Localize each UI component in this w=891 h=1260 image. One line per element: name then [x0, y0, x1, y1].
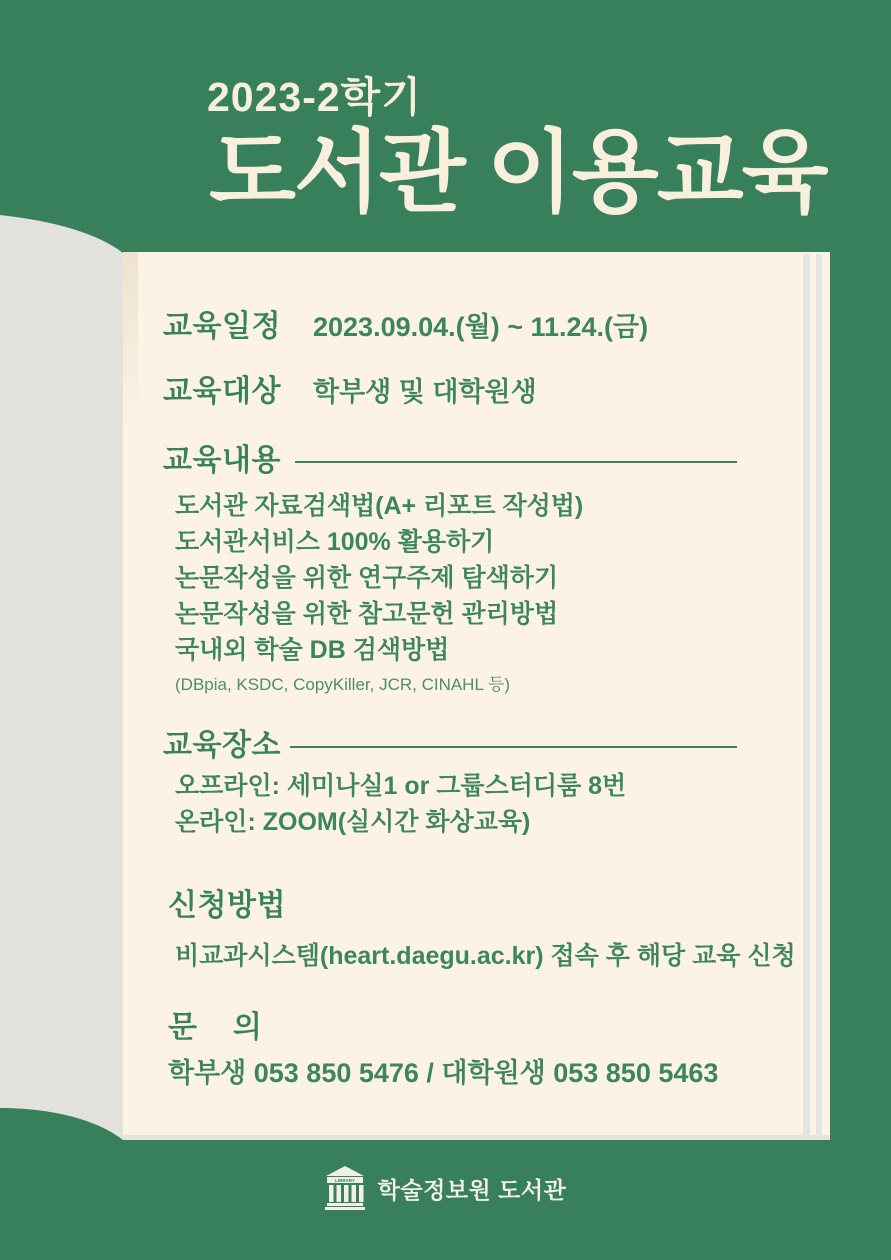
location-item: 오프라인: 세미나실1 or 그룹스터디룸 8번 [175, 772, 627, 800]
content-item: 국내외 학술 DB 검색방법 [175, 636, 450, 664]
footer-brand [0, 1160, 891, 1216]
location-section-label: 교육장소 [163, 729, 281, 762]
content-item: 도서관 자료검색법(A+ 리포트 작성법) [175, 492, 584, 520]
poster-main-title: 도서관 이용교육 [209, 123, 827, 223]
page-stack-stripe [816, 254, 822, 1138]
apply-section-label: 신청방법 [168, 889, 286, 922]
content-page [123, 252, 830, 1140]
location-section-divider [290, 746, 737, 748]
schedule-label: 교육일정 [163, 310, 281, 343]
content-section-label: 교육내용 [163, 444, 281, 477]
content-item: 논문작성을 위한 참고문헌 관리방법 [175, 600, 559, 628]
content-item: 도서관서비스 100% 활용하기 [175, 528, 495, 556]
location-item: 온라인: ZOOM(실시간 화상교육) [175, 808, 531, 836]
inquiry-section-label: 문 의 [168, 1011, 263, 1044]
apply-method-value: 비교과시스템(heart.daegu.ac.kr) 접속 후 해당 교육 신청 [175, 942, 796, 970]
page-stack-stripe [803, 254, 810, 1138]
audience-value: 학부생 및 대학원생 [313, 377, 537, 407]
location-item-list [175, 768, 626, 840]
content-item-list [175, 488, 583, 668]
audience-label: 교육대상 [163, 375, 281, 408]
inquiry-phone-numbers: 학부생 053 850 5476 / 대학원생 053 850 5463 [168, 1058, 719, 1088]
schedule-value: 2023.09.04.(월) ~ 11.24.(금) [313, 312, 649, 342]
library-icon-text: LIBRARY [334, 1178, 355, 1183]
page-fold-shade [123, 252, 138, 427]
page-stack-stripe-bottom [123, 1135, 830, 1140]
content-section-divider [295, 461, 737, 463]
content-db-note: (DBpia, KSDC, CopyKiller, JCR, CINAHL 등) [175, 675, 511, 694]
footer-org-name: 학술정보원 도서관 [377, 1176, 567, 1203]
library-building-icon [325, 1166, 365, 1210]
semester-title: 2023-2학기 [207, 74, 422, 120]
content-item: 논문작성을 위한 연구주제 탐색하기 [175, 564, 559, 592]
